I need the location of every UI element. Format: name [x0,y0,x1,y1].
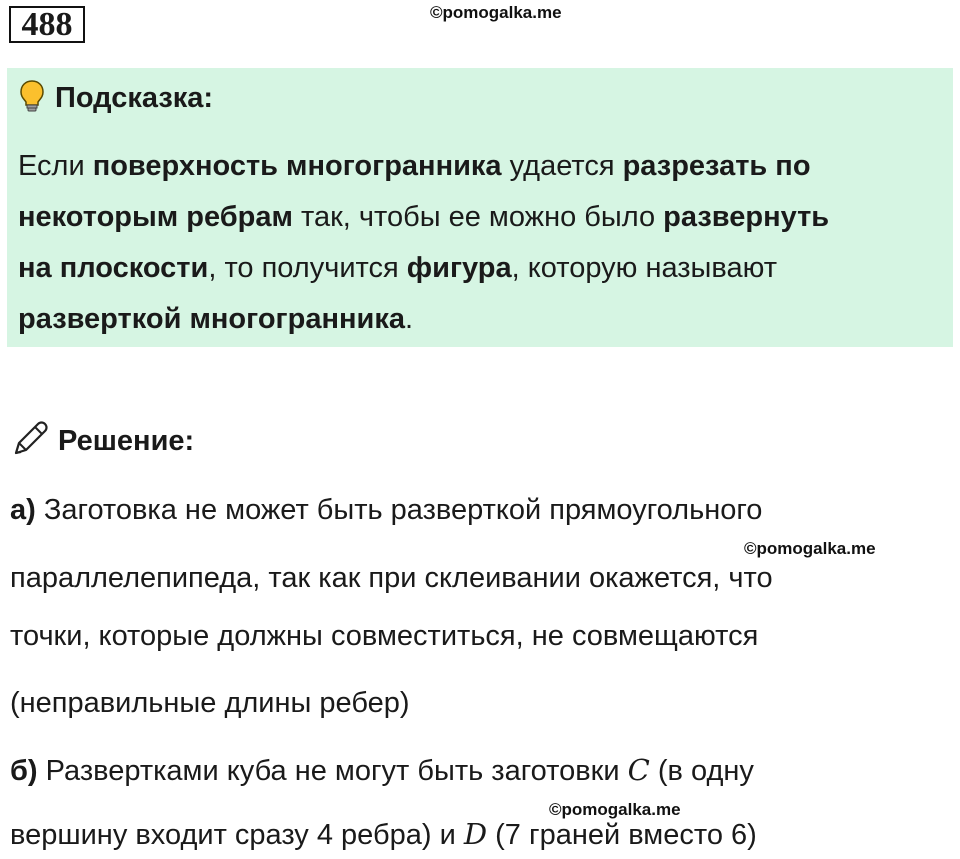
solution-b-line-2: вершину входит сразу 4 ребра) и D (7 граней вместо 6) [10,817,757,851]
hint-line-2: некоторым ребрам так, чтобы ее можно было развернуть [18,201,830,233]
watermark: ©pomogalka.me [430,3,562,22]
watermark: ©pomogalka.me [744,539,876,558]
solution-a-line-2: параллелепипеда, так как при склеивании окажется, что [10,562,773,594]
hint-line-4: разверткой многогранника. [18,303,414,335]
solution-title: Решение: [58,424,195,457]
solution-a-line-4: (неправильные длины ребер) [10,687,410,719]
solution-a-line-3: точки, которые должны совместиться, не совмещаются [10,620,759,652]
hint-line-3: на плоскости, то получится фигура, которую называют [18,252,778,284]
hint-title: Подсказка: [55,81,214,114]
variable-d: D [463,817,488,851]
solution-a-line-1: а) Заготовка не может быть разверткой прямоугольного [10,494,763,526]
part-b-label: б) [10,755,38,787]
lightbulb-icon [19,79,45,118]
problem-number: 488 [9,6,85,43]
pencil-icon [10,419,50,464]
variable-c: C [627,753,650,787]
watermark: ©pomogalka.me [549,800,681,819]
solution-header [10,421,194,461]
solution-b-line-1: б) Развертками куба не могут быть заготовки C (в одну [10,753,754,787]
hint-box [7,68,953,347]
hint-header [19,80,213,116]
hint-line-1: Если поверхность многогранника удается разрезать по [18,150,811,182]
part-a-label: а) [10,494,36,526]
